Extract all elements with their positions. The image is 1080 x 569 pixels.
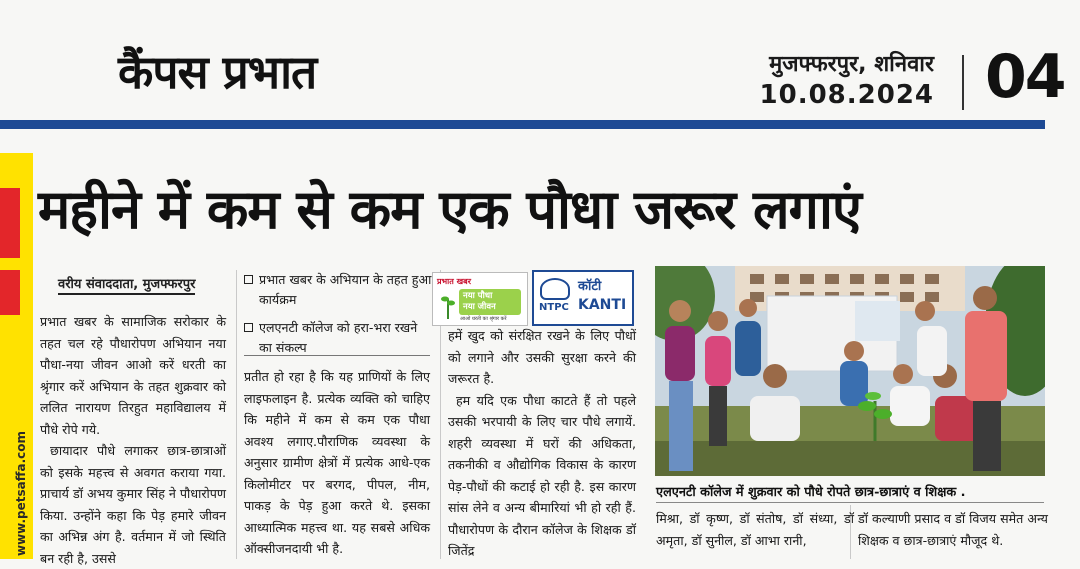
- article-column-2: प्रतीत हो रहा है कि यह प्राणियों के लिए लाइफलाइन है. प्रत्येक व्यक्ति को चाहिए कि महीने में कम से कम एक पौधा अवश्य लगाए.पौराणिक व्यवस्था के अनुसार ग्रामीण क्षेत्रों में प्रत्येक आधे-एक किलोमीटर पर बरगद, पीपल, नीम, पाकड़ के पेड़ हुआ करते थे. इसका आध्यात्मिक महत्त्व था. यह सबसे अधिक ऑक्सीजनदायी भी है.: [244, 369, 430, 556]
- paragraph: हम यदि एक पौधा काटते हैं तो पहले उसकी भरपायी के लिए चार पौधे लगायें. शहरी व्यवस्था में घरों की अधिकता, तकनीकी व औद्योगिक विकास के कारण पेड़-पौधों की कटाई हो रही है. इस कारण सांस लेने व अन्य बीमारियां भी हो रही हैं. पौधारोपण के दौरान कॉलेज के शिक्षक डॉ जितेंद्र: [448, 392, 636, 558]
- masthead-divider: [962, 55, 964, 110]
- highlights-rule: [244, 355, 430, 356]
- square-bullet-icon: [244, 323, 253, 332]
- kanti-hindi-label: कॉटी: [578, 279, 602, 294]
- article-headline: महीने में कम से कम एक पौधा जरूर लगाएं: [38, 178, 861, 241]
- square-bullet-icon: [244, 275, 253, 284]
- campaign-logo: [432, 272, 528, 326]
- watermark-url: www.petsaffa.com: [14, 431, 28, 556]
- news-photo: [655, 266, 1045, 476]
- article-highlights: [244, 270, 434, 366]
- adjacent-page-red-block: [0, 188, 20, 258]
- article-column-3: [448, 325, 636, 562]
- ntpc-emblem-icon: [540, 278, 570, 300]
- campaign-tagline: आओ धरती का श्रृंगार करें: [460, 316, 507, 322]
- highlight-text: एलएनटी कॉलेज को हरा-भरा रखने का संकल्प: [259, 320, 418, 355]
- highlight-item: [244, 318, 434, 358]
- dateline: [760, 48, 934, 110]
- issue-date: 10.08.2024: [759, 80, 934, 110]
- column-rule: [236, 270, 237, 559]
- ntpc-kanti-logo: [532, 270, 634, 326]
- photo-caption: एलएनटी कॉलेज में शुक्रवार को पौधे रोपते छात्र-छात्राएं व शिक्षक .: [656, 485, 966, 500]
- highlight-text: प्रभात खबर के अभियान के तहत हुआ कार्यक्रम: [259, 272, 432, 307]
- article-column-4a: मिश्रा, डॉ कृष्ण, डॉ संतोष, डॉ संध्या, डॉ अमृता, डॉ सुनील, डॉ आभा रानी,: [656, 511, 854, 548]
- prabhat-khabar-label: प्रभात खबर: [437, 277, 471, 286]
- sprout-icon: [441, 291, 455, 319]
- page-number: 04: [985, 42, 1065, 112]
- city-day: मुजफ्फरपुर, शनिवार: [769, 52, 934, 77]
- plantation-photo-illustration: [655, 266, 1045, 476]
- highlight-item: [244, 270, 434, 310]
- section-title: कैंपस प्रभात: [118, 45, 317, 99]
- masthead-rule: [0, 120, 1045, 129]
- campaign-line-1: नया पौधा: [463, 291, 493, 301]
- article-byline: वरीय संवाददाता, मुजफ्फरपुर: [58, 274, 195, 295]
- adjacent-page-red-block: [0, 270, 20, 315]
- kanti-label: KANTI: [578, 297, 627, 313]
- paragraph: हमें खुद को संरक्षित रखने के लिए पौधों को लगाने और उसकी सुरक्षा करने की जरूरत है.: [448, 328, 636, 386]
- caption-rule: [656, 502, 1044, 503]
- article-column-1: [40, 311, 226, 569]
- ntpc-label: NTPC: [539, 302, 569, 313]
- article-column-4b: डॉ कल्याणी प्रसाद व डॉ विजय समेत अन्य शिक्षक व छात्र-छात्राएं मौजूद थे.: [858, 511, 1048, 548]
- paragraph: प्रभात खबर के सामाजिक सरोकार के तहत चल रहे पौधारोपण अभियान नया पौधा-नया जीवन आओ करें धरती का श्रृंगार करें अभियान के तहत शुक्रवार को ललित नारायण तिरहुत महाविद्यालय में पौधे रोपे गये.: [40, 314, 226, 437]
- paragraph: छायादार पौधे लगाकर छात्र-छात्राओं को इसके महत्त्व से अवगत कराया गया. प्राचार्य डॉ अभय कुमार सिंह ने पौधारोपण किया. उन्होंने कहा कि पेड़ हमारे जीवन का अभिन्न अंग है. वर्तमान में जो स्थिति बन रही है, उससे: [40, 443, 226, 566]
- campaign-line-2: नया जीवन: [463, 302, 496, 312]
